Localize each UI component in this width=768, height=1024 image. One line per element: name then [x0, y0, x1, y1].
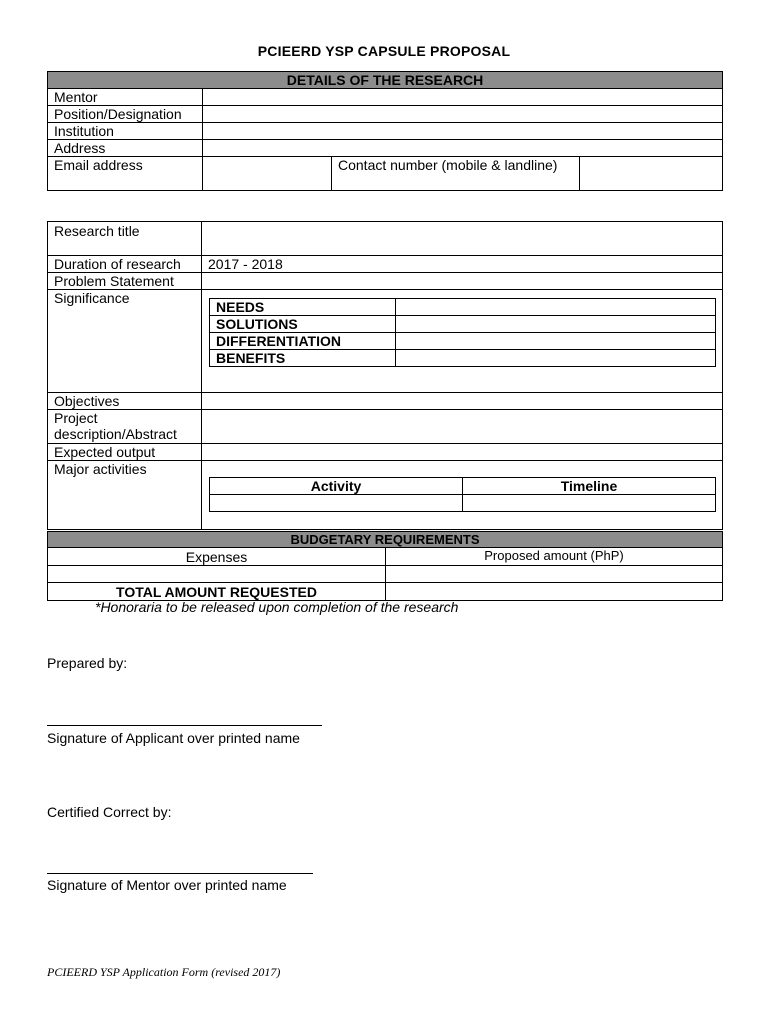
output-field[interactable]: [202, 444, 723, 461]
benefits-field[interactable]: [396, 350, 716, 367]
activities-label: Major activities: [48, 461, 202, 530]
timeline-header: Timeline: [463, 478, 716, 495]
applicant-signature-line[interactable]: [47, 725, 322, 726]
differentiation-field[interactable]: [396, 333, 716, 350]
mentor-label: Mentor: [48, 89, 203, 106]
position-label: Position/Designation: [48, 106, 203, 123]
expense-field[interactable]: [48, 566, 386, 583]
research-title-field[interactable]: [202, 222, 723, 256]
objectives-field[interactable]: [202, 393, 723, 410]
total-label: TOTAL AMOUNT REQUESTED: [48, 583, 386, 601]
project-field[interactable]: [202, 410, 723, 444]
mentor-field[interactable]: [203, 89, 723, 106]
project-label: Project description/Abstract: [48, 410, 202, 444]
contact-field[interactable]: [580, 157, 723, 191]
amount-field[interactable]: [386, 566, 723, 583]
address-field[interactable]: [203, 140, 723, 157]
mentor-signature-label: Signature of Mentor over printed name: [47, 877, 287, 893]
significance-label: Significance: [48, 290, 202, 393]
solutions-label: SOLUTIONS: [210, 316, 396, 333]
email-label: Email address: [48, 157, 203, 191]
email-field[interactable]: [203, 157, 332, 191]
amount-label: Proposed amount (PhP): [386, 548, 723, 566]
details-header: DETAILS OF THE RESEARCH: [48, 72, 723, 89]
research-title-label: Research title: [48, 222, 202, 256]
activity-field[interactable]: [210, 495, 463, 512]
details-table: [47, 71, 723, 191]
institution-label: Institution: [48, 123, 203, 140]
certified-by-label: Certified Correct by:: [47, 804, 172, 820]
solutions-field[interactable]: [396, 316, 716, 333]
position-field[interactable]: [203, 106, 723, 123]
timeline-field[interactable]: [463, 495, 716, 512]
expenses-label: Expenses: [48, 548, 386, 566]
total-field[interactable]: [386, 583, 723, 601]
honoraria-note: *Honoraria to be released upon completion of the research: [95, 599, 459, 615]
activity-header: Activity: [210, 478, 463, 495]
differentiation-label: DIFFERENTIATION: [210, 333, 396, 350]
objectives-label: Objectives: [48, 393, 202, 410]
institution-field[interactable]: [203, 123, 723, 140]
duration-value[interactable]: 2017 - 2018: [202, 256, 723, 273]
needs-label: NEEDS: [210, 299, 396, 316]
output-label: Expected output: [48, 444, 202, 461]
mentor-signature-line[interactable]: [47, 873, 313, 874]
applicant-signature-label: Signature of Applicant over printed name: [47, 730, 300, 746]
research-table: [47, 221, 723, 530]
duration-label: Duration of research: [48, 256, 202, 273]
significance-table: [209, 298, 716, 367]
contact-label: Contact number (mobile & landline): [332, 157, 580, 191]
benefits-label: BENEFITS: [210, 350, 396, 367]
budget-header: BUDGETARY REQUIREMENTS: [48, 532, 723, 548]
budget-table: [47, 531, 723, 601]
prepared-by-label: Prepared by:: [47, 655, 128, 671]
address-label: Address: [48, 140, 203, 157]
form-footer: PCIEERD YSP Application Form (revised 2017): [47, 965, 281, 979]
problem-label: Problem Statement: [48, 273, 202, 290]
activities-table: [209, 477, 716, 512]
needs-field[interactable]: [396, 299, 716, 316]
problem-field[interactable]: [202, 273, 723, 290]
page-title: PCIEERD YSP CAPSULE PROPOSAL: [257, 43, 511, 59]
